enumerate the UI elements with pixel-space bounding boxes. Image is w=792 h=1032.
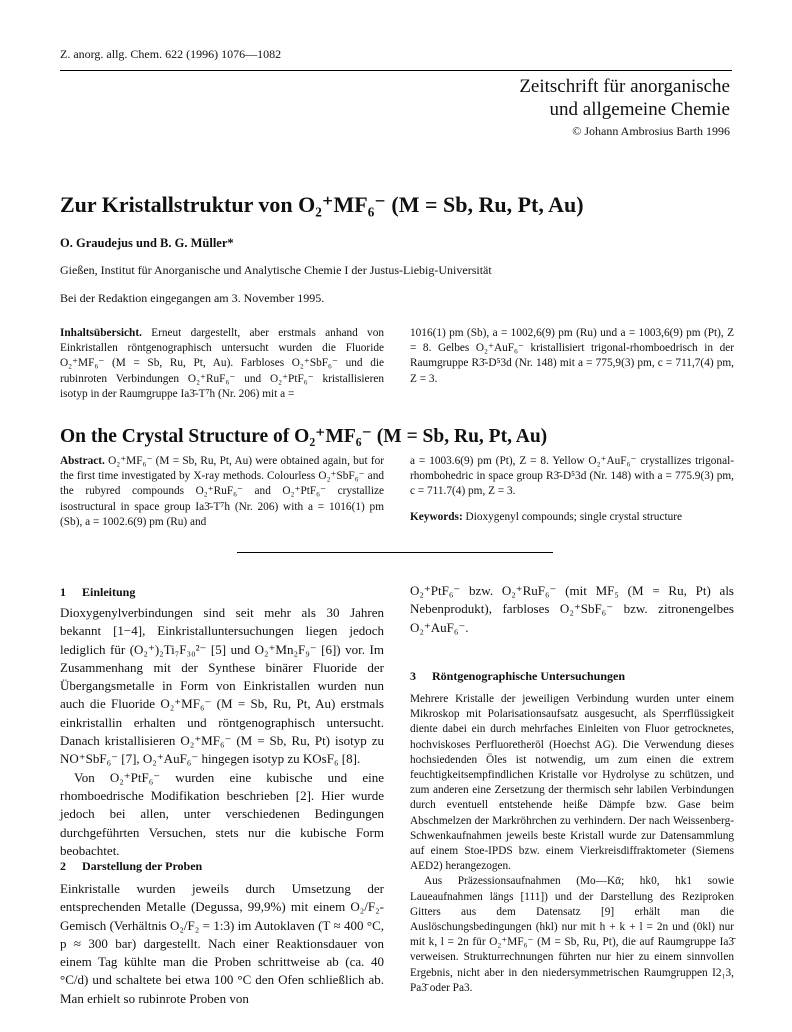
section-2-heading	[60, 859, 202, 874]
abstract-english-text-left: O₂⁺MF₆⁻ (M = Sb, Ru, Pt, Au) were obtained again, but for the first time investigated by X-ray methods. Colourless O₂⁺SbF₆⁻ and the rubyred compounds O₂⁺RuF₆⁻ and O₂⁺PtF₆⁻ crystallize isostructural in space group Ia3̄-T⁷h (Nr. 206) with a = 1016(1) pm (Sb), a = 1002.6(9) pm (Ru) and	[60, 455, 384, 528]
keywords-text: Dioxygenyl compounds; single crystal structure	[465, 511, 683, 523]
title-english: On the Crystal Structure of O₂⁺MF₆⁻ (M = Sb, Ru, Pt, Au)	[60, 426, 548, 447]
section-3-title: Röntgenographische Untersuchungen	[432, 669, 626, 683]
section-2-paragraph-1: Einkristalle wurden jeweils durch Umsetzung der entsprechenden Metalle (Degussa, 99,9%) mit einem O₂/F₂-Gemisch (Verhältnis O₂/F₂ = 1:3) im Autoklaven (T ≈ 400 °C, p ≈ 300 bar) dargestellt. Nach einer Reaktionsdauer von einem Tag kühlte man die Proben schrittweise ab (ca. 40 °C/d) und schaltete bei etwa 100 °C den Ofen schließlich ab. Man erhielt so rubinrote Proben von	[60, 881, 384, 1006]
authors: O. Graudejus und B. G. Müller*	[60, 236, 234, 250]
section-3-paragraph-1: Mehrere Kristalle der jeweiligen Verbindung wurden unter einem Mikroskop mit Polarisationsaufsatz ausgesucht, als Sperrflüssigkeit diente dabei ein durch mehrfaches Einleiten von Fluor getrocknetes, hochviskoses Perfluoretheröl (Hoechst AG). Die Verwendung dieses hochsiedenden Öles ist notwendig, um zum einen die extrem feuchtigkeitsempfindlichen Kristalle vor Hydrolyse zu schützen, und zum anderen eine Zersetzung der thermisch sehr labilen Verbindungen durch eventuell entstehende heiße Dämpfe bzw. Gase beim Abschmelzen der Markröhrchen zu verhindern. Der nach Weissenberg-Schwenkaufnahmen jeweils beste Kristall wurde zur Datensammlung auf einem Stoe-IPDS bzw. einem Vierkreisdiffraktometer (Siemens AED2) herangezogen.	[410, 693, 734, 873]
journal-name-line2: und allgemeine Chemie	[549, 99, 730, 120]
title-german: Zur Kristallstruktur von O₂⁺MF₆⁻ (M = Sb, Ru, Pt, Au)	[60, 192, 584, 217]
section-2-continuation	[410, 582, 734, 637]
abstract-english-left	[60, 454, 384, 530]
affiliation: Gießen, Institut für Anorganische und Analytische Chemie I der Justus-Liebig-Universität	[60, 263, 492, 277]
publisher-line: © Johann Ambrosius Barth 1996	[572, 124, 730, 138]
abstract-german-label: Inhaltsübersicht.	[60, 327, 142, 339]
section-divider-rule	[237, 552, 553, 553]
section-1-number: 1	[60, 585, 66, 599]
citation-line: Z. anorg. allg. Chem. 622 (1996) 1076—1082	[60, 47, 282, 61]
section-1-body	[60, 604, 384, 860]
abstract-german-right: 1016(1) pm (Sb), a = 1002,6(9) pm (Ru) und a = 1003,6(9) pm (Pt), Z = 8. Gelbes O₂⁺AuF₆⁻ kristallisiert trigonal-rhomboedrisch in der Raumgruppe R3̄-D⁵3d (Nr. 148) mit a = 775,9(3) pm, c = 711,7(4) pm, Z = 3.	[410, 327, 734, 385]
section-1-title: Einleitung	[82, 585, 136, 599]
received-date: Bei der Redaktion eingegangen am 3. November 1995.	[60, 291, 325, 305]
journal-name-line1: Zeitschrift für anorganische	[519, 76, 730, 97]
journal-masthead	[519, 75, 730, 139]
section-3-heading	[410, 669, 625, 684]
abstract-english-right: a = 1003.6(9) pm (Pt), Z = 8. Yellow O₂⁺AuF₆⁻ crystallizes trigonal-rhombohedric in space group R3̄-D⁵3d (Nr. 148) with a = 775.9(3) pm, c = 711.7(4) pm, Z = 3.	[410, 455, 734, 498]
section-3-number: 3	[410, 669, 416, 683]
section-2-body	[60, 880, 384, 1008]
section-3-body	[410, 692, 734, 996]
section-1-heading	[60, 585, 135, 600]
abstract-english-label: Abstract.	[60, 455, 105, 467]
section-2-number: 2	[60, 859, 66, 873]
section-2-title: Darstellung der Proben	[82, 859, 203, 873]
section-1-paragraph-1: Dioxygenylverbindungen sind seit mehr als 30 Jahren bekannt [1−4], Einkristalluntersuchungen liegen jedoch lediglich für (O₂⁺)₂Ti₇F₃₀²⁻ [5] und O₂⁺Mn₂F₉⁻ [6]) vor. Im Zusammenhang mit der Synthese binärer Fluoride der Übergangsmetalle in Form von Einkristallen wurden nun auch die Fluoride O₂⁺MF₆⁻ (M = Sb, Ru, Pt, Au) erstmals einkristallin erhalten und röntgenographisch untersucht. Danach kristallisieren O₂⁺MF₆⁻ (M = Sb, Ru, Pt) isotyp zu NO⁺SbF₆⁻ [7], O₂⁺AuF₆⁻ hingegen isotyp zu KOsF₆ [8].	[60, 605, 384, 767]
keywords-label: Keywords:	[410, 511, 463, 523]
abstract-german-left	[60, 326, 384, 402]
header-rule	[60, 70, 732, 71]
section-1-paragraph-2: Von O₂⁺PtF₆⁻ wurden eine kubische und eine rhomboedrische Modifikation beschrieben [2]. Hier wurde jedoch bei allen, unter verschiedenen Bedingungen durchgeführten Versuchen, stets nur die kubische Form beobachtet.	[60, 769, 384, 858]
section-2-paragraph-cont: O₂⁺PtF₆⁻ bzw. O₂⁺RuF₆⁻ (mit MF₅ (M = Ru, Pt) als Nebenprodukt), farbloses O₂⁺SbF₆⁻ bzw. zitronengelbes O₂⁺AuF₆⁻.	[410, 583, 734, 635]
abstract-german-text-left: Erneut dargestellt, aber erstmals anhand von Einkristallen röntgenographisch untersucht wurden die Fluoride O₂⁺MF₆⁻ (M = Sb, Ru, Pt, Au). Farbloses O₂⁺SbF₆⁻ und die rubinroten Verbindungen O₂⁺RuF₆⁻ und O₂⁺PtF₆⁻ kristallisieren isotyp in der Raumgruppe Ia3̄-T⁷h (Nr. 206) mit a =	[60, 327, 385, 400]
keywords	[410, 511, 682, 523]
section-3-paragraph-2: Aus Präzessionsaufnahmen (Mo—Kᾱ; hk0, hk1 sowie Laueaufnahmen längs [111]) und der Darstellung des Reziproken Gitters aus dem Datensatz [9] erhält man die Auslöschungsbedingungen (hkl) nur mit h + k + l = 2n und (0kl) nur mit k, l = 2n für O₂⁺MF₆⁻ (M = Sb, Ru, Pt), die auf Raumgruppe Ia3̄ verweisen. Strukturrechnungen führten nur hier zu einem sinnvollen Ergebnis, nicht aber in den niedersymmetrischen Raumgruppen I2₁3, Pa3̄ oder Pa3.	[410, 875, 734, 994]
